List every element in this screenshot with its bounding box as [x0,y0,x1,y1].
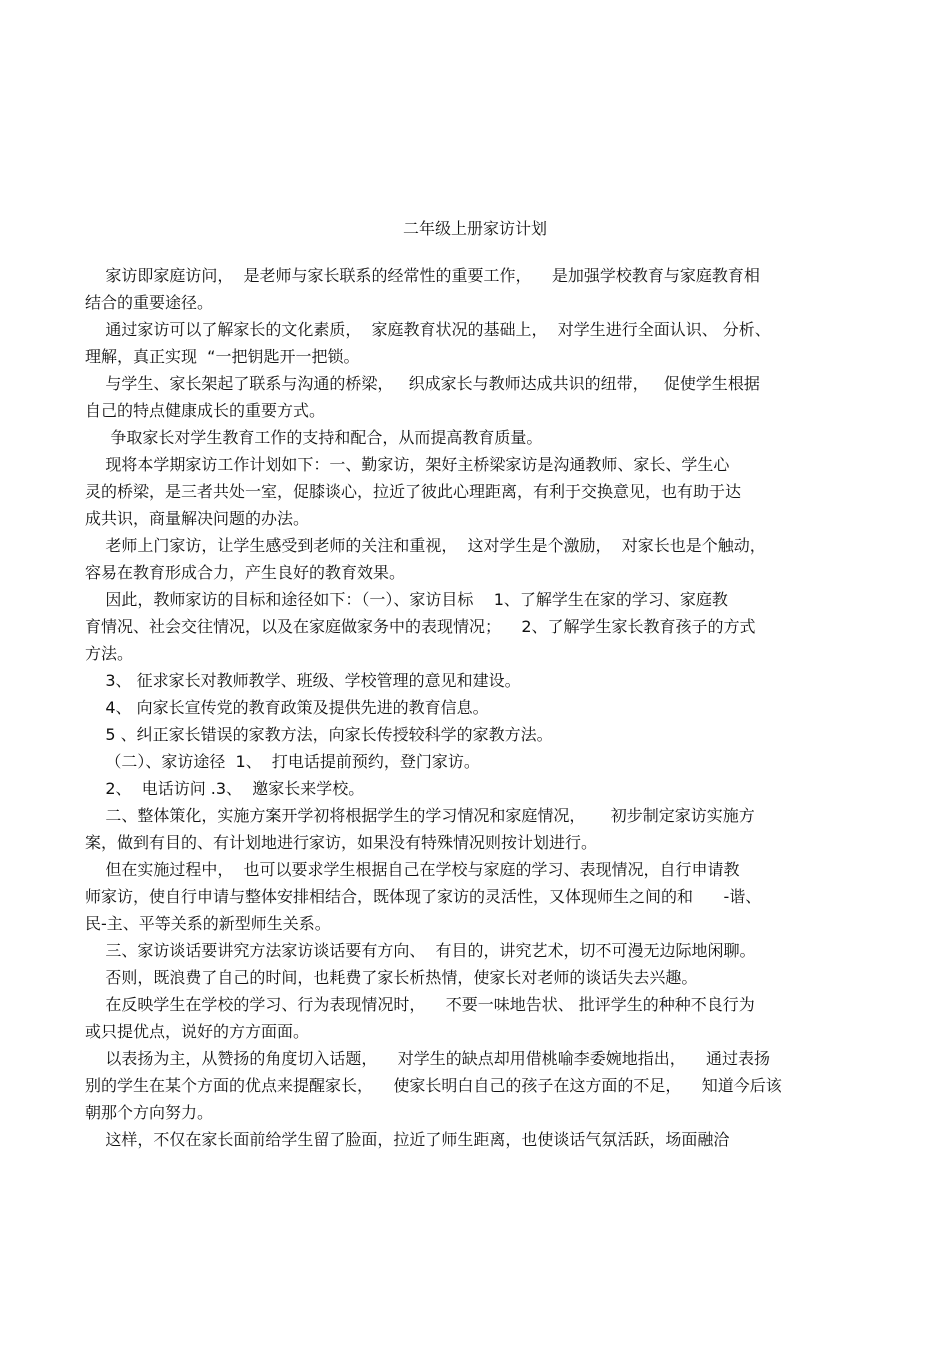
text-line: 5 、纠正家长错误的家教方法，向家长传授较科学的家教方法。 [85,725,553,744]
text-line: 老师上门家访，让学生感受到老师的关注和重视， 这对学生是个激励， 对家长也是个触动， [85,536,766,555]
text-line: 别的学生在某个方面的优点来提醒家长， 使家长明白自己的孩子在这方面的不足， 知道今后该 [85,1076,782,1095]
text-line: 这样，不仅在家长面前给学生留了脸面，拉近了师生距离，也使谈话气氛活跃，场面融洽 [85,1130,730,1149]
text-line: 朝那个方向努力。 [85,1103,214,1122]
text-line: 因此，教师家访的目标和途径如下：（一）、家访目标 1、了解学生在家的学习、家庭教 [85,590,728,609]
text-line: 争取家长对学生教育工作的支持和配合，从而提高教育质量。 [85,428,543,447]
text-line: 成共识，商量解决问题的办法。 [85,509,310,528]
text-line: 育情况、社会交往情况，以及在家庭做家务中的表现情况； 2、了解学生家长教育孩子的方式 [85,617,756,636]
text-line: 4、 向家长宣传党的教育政策及提供先进的教育信息。 [85,698,489,717]
text-line: 现将本学期家访工作计划如下：一、勤家访，架好主桥梁家访是沟通教师、家长、学生心 [85,455,730,474]
text-line: 灵的桥梁，是三者共处一室，促膝谈心，拉近了彼此心理距离，有利于交换意见，也有助于达 [85,482,742,501]
text-line: 或只提优点，说好的方方面面。 [85,1022,310,1041]
text-line: 结合的重要途径。 [85,293,214,312]
text-line: 自己的特点健康成长的重要方式。 [85,401,326,420]
text-line: 3、 征求家长对教师教学、班级、学校管理的意见和建设。 [85,671,521,690]
text-line: 与学生、家长架起了联系与沟通的桥梁， 织成家长与教师达成共识的纽带， 促使学生根据 [85,374,760,393]
text-line: 容易在教育形成合力，产生良好的教育效果。 [85,563,406,582]
text-line: 理解，真正实现 “一把钥匙开一把锁。 [85,347,360,366]
text-line: 家访即家庭访问， 是老师与家长联系的经常性的重要工作， 是加强学校教育与家庭教育相 [85,266,760,285]
text-line: （二）、家访途径 1、 打电话提前预约，登门家访。 [85,752,480,771]
text-line: 否则，既浪费了自己的时间，也耗费了家长析热情，使家长对老师的谈话失去兴趣。 [85,968,698,987]
text-line: 民-主、平等关系的新型师生关系。 [85,914,331,933]
text-line: 2、 电话访问 .3、 邀家长来学校。 [85,779,365,798]
text-line: 通过家访可以了解家长的文化素质， 家庭教育状况的基础上， 对学生进行全面认识、 分析、 [85,320,771,339]
text-line: 方法。 [85,644,134,663]
text-line: 师家访，使自行申请与整体安排相结合，既体现了家访的灵活性，又体现师生之间的和 -谐、 [85,887,762,906]
document-body [85,262,865,1153]
text-line: 二、整体策化，实施方案开学初将根据学生的学习情况和家庭情况， 初步制定家访实施方 [85,806,755,825]
text-line: 三、家访谈话要讲究方法家访谈话要有方向、 有目的，讲究艺术，切不可漫无边际地闲聊。 [85,941,756,960]
text-line: 但在实施过程中， 也可以要求学生根据自己在学校与家庭的学习、表现情况，自行申请教 [85,860,740,879]
text-line: 在反映学生在学校的学习、行为表现情况时， 不要一味地告状、 批评学生的种种不良行为 [85,995,755,1014]
document-title: 二年级上册家访计划 [402,219,547,238]
text-line: 以表扬为主，从赞扬的角度切入话题， 对学生的缺点却用借桃喻李委婉地指出， 通过表扬 [85,1049,771,1068]
text-line: 案，做到有目的、有计划地进行家访，如果没有特殊情况则按计划进行。 [85,833,598,852]
